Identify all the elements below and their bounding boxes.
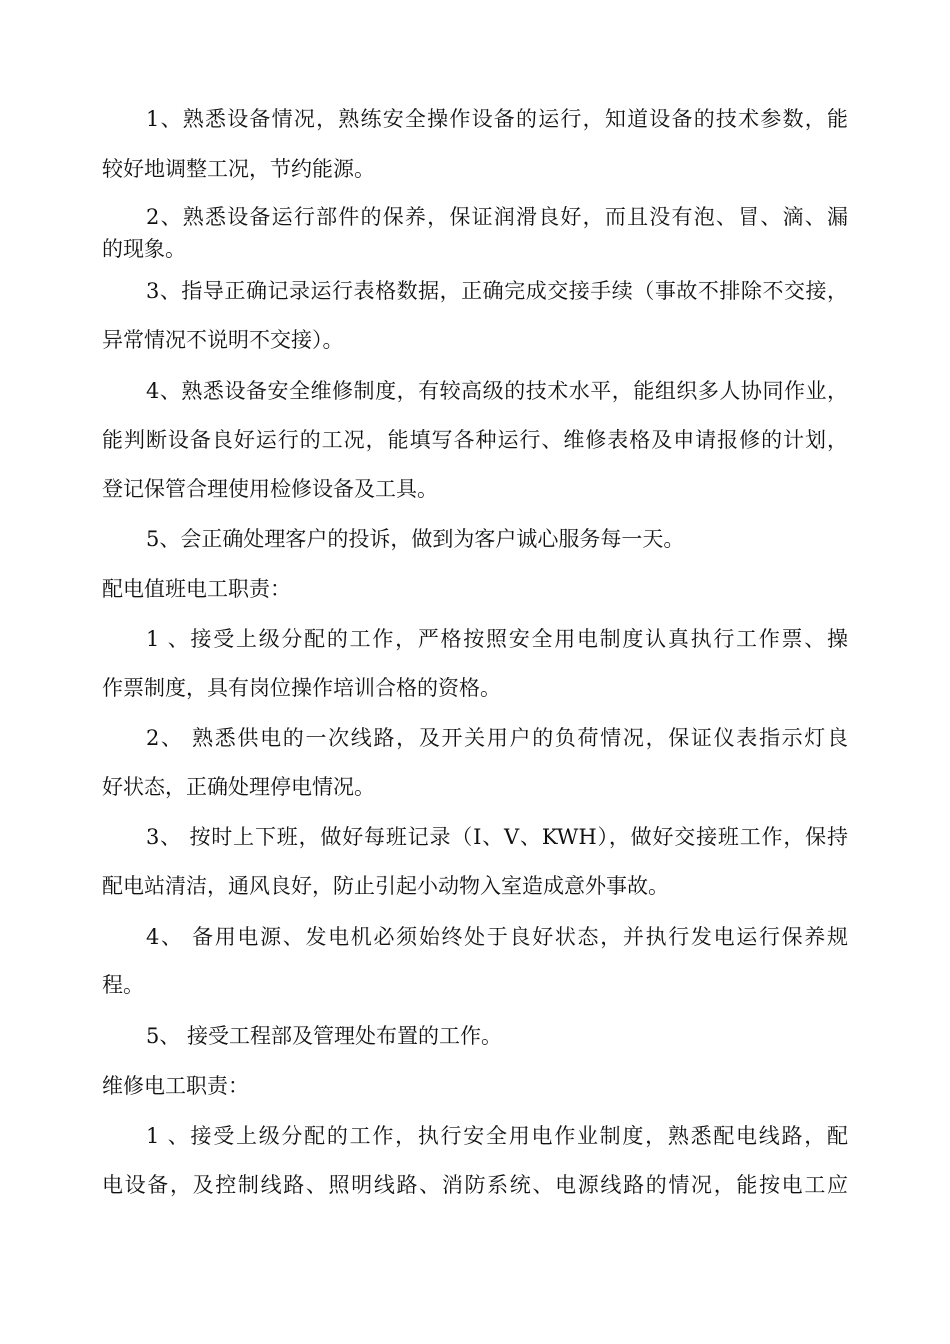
maintenance-item-1-line-2: 电设备，及控制线路、照明线路、消防系统、电源线路的情况，能按电工应 <box>102 1173 848 1197</box>
duty-item-1-line-2: 作票制度，具有岗位操作培训合格的资格。 <box>102 676 501 700</box>
paragraph-4-line-2: 能判断设备良好运行的工况，能填写各种运行、维修表格及申请报修的计划， <box>102 428 848 452</box>
paragraph-2-line-2: 的现象。 <box>102 237 186 261</box>
maintenance-item-1-line-1: 1 、接受上级分配的工作，执行安全用电作业制度，熟悉配电线路，配 <box>146 1124 848 1148</box>
duty-item-2-line-2: 好状态，正确处理停电情况。 <box>102 775 375 799</box>
paragraph-5-line-1: 5、会正确处理客户的投诉，做到为客户诚心服务每一天。 <box>146 527 685 551</box>
duty-item-3-line-1: 3、 按时上下班，做好每班记录（I、V、KWH），做好交接班工作，保持 <box>146 825 848 849</box>
duty-item-3-line-2: 配电站清洁，通风良好，防止引起小动物入室造成意外事故。 <box>102 874 669 898</box>
duty-item-2-line-1: 2、 熟悉供电的一次线路，及开关用户的负荷情况，保证仪表指示灯良 <box>146 726 848 750</box>
paragraph-4-line-3: 登记保管合理使用检修设备及工具。 <box>102 477 438 501</box>
paragraph-2-line-1: 2、熟悉设备运行部件的保养，保证润滑良好，而且没有泡、冒、滴、漏 <box>146 205 848 229</box>
paragraph-3-line-1: 3、指导正确记录运行表格数据，正确完成交接手续（事故不排除不交接， <box>146 279 848 303</box>
paragraph-1-line-2: 较好地调整工况，节约能源。 <box>102 157 375 181</box>
section-heading-duty-electrician: 配电值班电工职责： <box>102 577 291 601</box>
duty-item-5-line-1: 5、 接受工程部及管理处布置的工作。 <box>146 1024 503 1048</box>
paragraph-4-line-1: 4、熟悉设备安全维修制度，有较高级的技术水平，能组织多人协同作业， <box>146 379 848 403</box>
duty-item-1-line-1: 1 、接受上级分配的工作，严格按照安全用电制度认真执行工作票、操 <box>146 627 848 651</box>
section-heading-maintenance-electrician: 维修电工职责： <box>102 1074 249 1098</box>
paragraph-1-line-1: 1、熟悉设备情况，熟练安全操作设备的运行，知道设备的技术参数，能 <box>146 107 848 131</box>
duty-item-4-line-1: 4、 备用电源、发电机必须始终处于良好状态，并执行发电运行保养规 <box>146 925 848 949</box>
duty-item-4-line-2: 程。 <box>102 973 144 997</box>
paragraph-3-line-2: 异常情况不说明不交接）。 <box>102 328 344 352</box>
